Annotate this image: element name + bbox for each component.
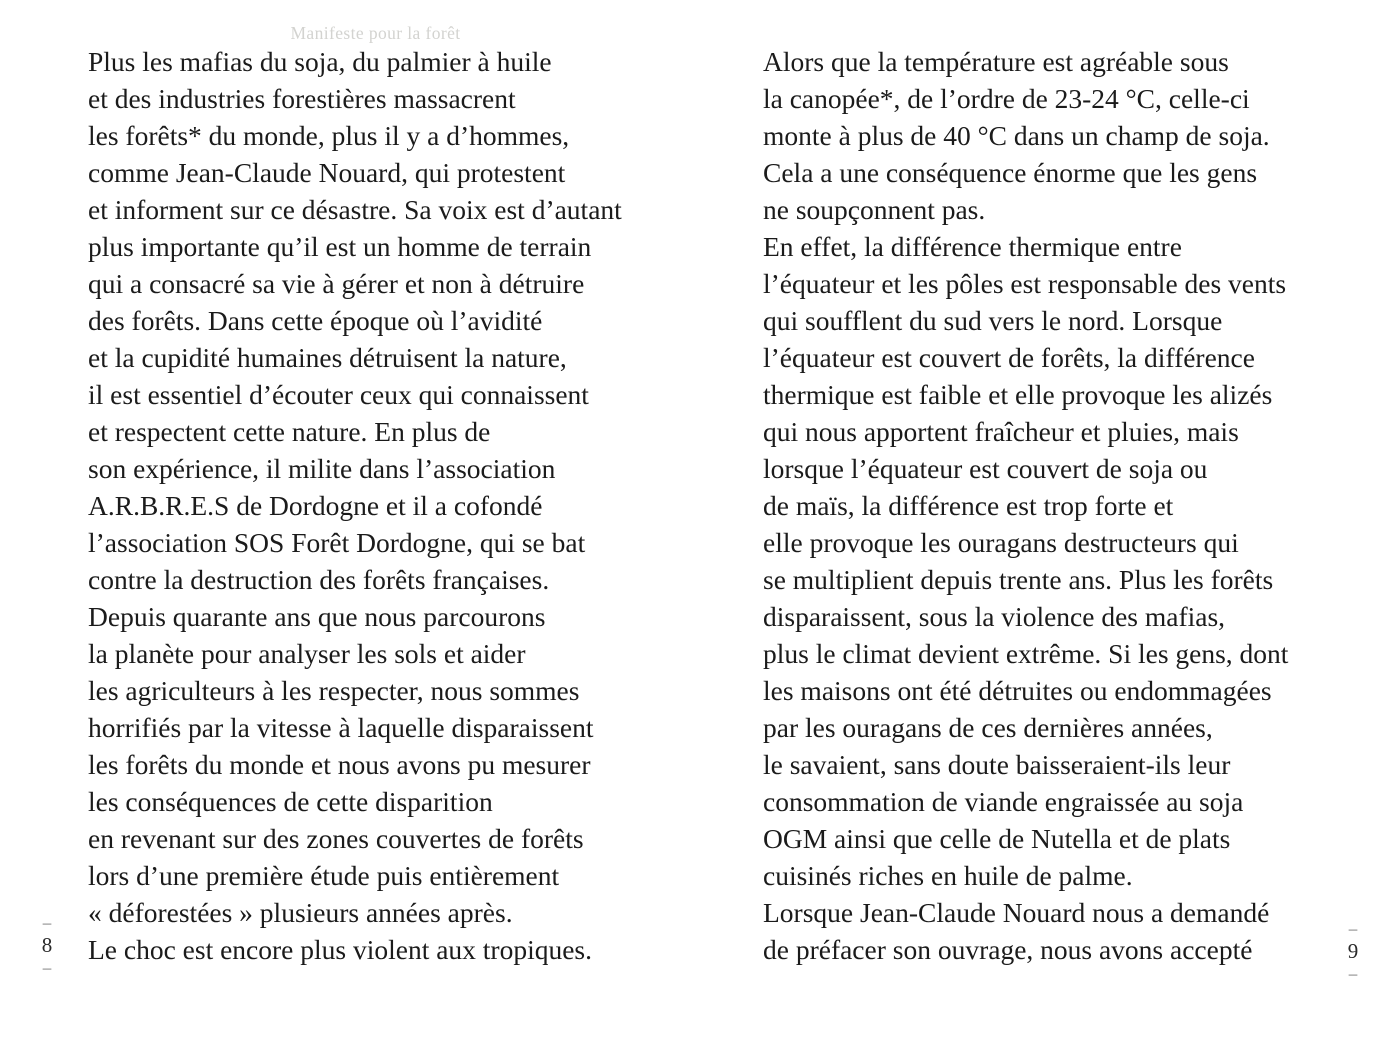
- text-line: Depuis quarante ans que nous parcourons: [88, 601, 546, 632]
- text-line: qui nous apportent fraîcheur et pluies, mais: [763, 416, 1239, 447]
- text-line: et la cupidité humaines détruisent la nature,: [88, 342, 567, 373]
- text-line: elle provoque les ouragans destructeurs qui: [763, 527, 1239, 558]
- text-line: par les ouragans de ces dernières années,: [763, 712, 1213, 743]
- text-line: et des industries forestières massacrent: [88, 83, 516, 114]
- folio-dash: –: [1348, 919, 1358, 938]
- running-header: [88, 23, 663, 44]
- text-line: en revenant sur des zones couvertes de forêts: [88, 823, 584, 854]
- text-line: « déforestées » plusieurs années après.: [88, 897, 513, 928]
- text-line: de maïs, la différence est trop forte et: [763, 490, 1174, 521]
- text-line: l’équateur est couvert de forêts, la différence: [763, 342, 1255, 373]
- text-line: les agriculteurs à les respecter, nous sommes: [88, 675, 580, 706]
- text-line: ne soupçonnent pas.: [763, 194, 986, 225]
- text-line: et respectent cette nature. En plus de: [88, 416, 491, 447]
- text-line: des forêts. Dans cette époque où l’avidité: [88, 305, 543, 336]
- page-number-right: [1340, 920, 1366, 982]
- text-line: qui soufflent du sud vers le nord. Lorsque: [763, 305, 1223, 336]
- text-line: de préfacer son ouvrage, nous avons accepté: [763, 934, 1253, 965]
- text-line: En effet, la différence thermique entre: [763, 231, 1182, 262]
- text-line: plus importante qu’il est un homme de terrain: [88, 231, 592, 262]
- text-line: A.R.B.R.E.S de Dordogne et il a cofondé: [88, 490, 543, 521]
- text-line: Cela a une conséquence énorme que les gens: [763, 157, 1258, 188]
- folio-dash: –: [42, 913, 52, 932]
- text-line: contre la destruction des forêts françaises.: [88, 564, 550, 595]
- text-line: l’association SOS Forêt Dordogne, qui se bat: [88, 527, 586, 558]
- text-line: comme Jean-Claude Nouard, qui protestent: [88, 157, 566, 188]
- text-line: Lorsque Jean-Claude Nouard nous a demandé: [763, 897, 1270, 928]
- text-line: le savaient, sans doute baisseraient-ils leur: [763, 749, 1231, 780]
- folio-dash: –: [1348, 964, 1358, 983]
- text-line: la canopée*, de l’ordre de 23-24 °C, celle-ci: [763, 83, 1250, 114]
- text-line: les forêts* du monde, plus il y a d’hommes,: [88, 120, 570, 151]
- text-line: se multiplient depuis trente ans. Plus les forêts: [763, 564, 1274, 595]
- text-line: l’équateur et les pôles est responsable des vents: [763, 268, 1287, 299]
- page-number: 9: [1347, 939, 1359, 963]
- text-line: Le choc est encore plus violent aux tropiques.: [88, 934, 593, 965]
- text-line: consommation de viande engraissée au soja: [763, 786, 1244, 817]
- text-line: il est essentiel d’écouter ceux qui connaissent: [88, 379, 589, 410]
- text-line: plus le climat devient extrême. Si les gens, dont: [763, 638, 1289, 669]
- text-line: les maisons ont été détruites ou endommagées: [763, 675, 1272, 706]
- text-line: lorsque l’équateur est couvert de soja ou: [763, 453, 1208, 484]
- page-number: 8: [41, 933, 53, 957]
- text-line: qui a consacré sa vie à gérer et non à détruire: [88, 268, 585, 299]
- text-line: et informent sur ce désastre. Sa voix est d’autant: [88, 194, 622, 225]
- text-line: monte à plus de 40 °C dans un champ de soja.: [763, 120, 1270, 151]
- text-line: Alors que la température est agréable sous: [763, 46, 1229, 77]
- text-line: disparaissent, sous la violence des mafias,: [763, 601, 1226, 632]
- text-line: lors d’une première étude puis entièrement: [88, 860, 560, 891]
- text-line: horrifiés par la vitesse à laquelle disparaissent: [88, 712, 594, 743]
- text-line: son expérience, il milite dans l’association: [88, 453, 556, 484]
- text-line: thermique est faible et elle provoque les alizés: [763, 379, 1273, 410]
- text-line: Plus les mafias du soja, du palmier à huile: [88, 46, 552, 77]
- page-number-left: [34, 914, 60, 976]
- running-title: Manifeste pour la forêt: [290, 23, 461, 43]
- folio-dash: –: [42, 958, 52, 977]
- left-page-text-column: [88, 43, 708, 968]
- text-line: les conséquences de cette disparition: [88, 786, 493, 817]
- text-line: la planète pour analyser les sols et aider: [88, 638, 526, 669]
- right-page-text-column: [763, 43, 1383, 968]
- text-line: cuisinés riches en huile de palme.: [763, 860, 1133, 891]
- text-line: les forêts du monde et nous avons pu mesurer: [88, 749, 591, 780]
- text-line: OGM ainsi que celle de Nutella et de plats: [763, 823, 1231, 854]
